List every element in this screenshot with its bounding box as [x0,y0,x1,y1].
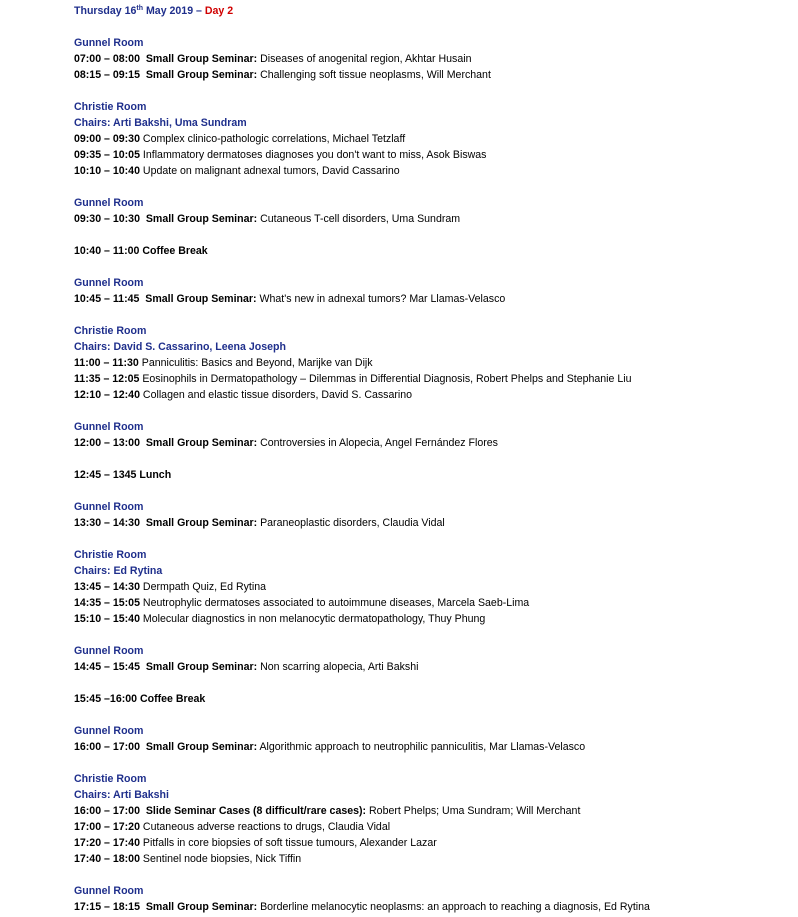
page-title [74,3,794,19]
session-time: 09:35 – 10:05 [74,149,140,161]
spacer [74,675,794,691]
schedule-row [74,387,794,403]
session-title: Dermpath Quiz, Ed Rytina [142,581,266,593]
spacer [74,307,794,323]
schedule-row [74,659,794,675]
break-entry: 15:45 –16:00 Coffee Break [74,693,206,705]
session-title: Cutaneous adverse reactions to drugs, Claudia Vidal [142,821,391,833]
session-chairs: Chairs: Arti Bakshi, Uma Sundram [74,117,247,129]
schedule-block [74,723,794,755]
session-time: 13:30 – 14:30 [74,517,140,529]
session-type: Small Group Seminar: [145,69,258,81]
session-title: Complex clinico-pathologic correlations, Michael Tetzlaff [142,133,406,145]
session-title: Panniculitis: Basics and Beyond, Marijke van Dijk [141,357,373,369]
session-type: Small Group Seminar: [145,517,258,529]
session-title: Molecular diagnostics in non melanocytic dermatopathology, Thuy Phung [142,613,486,625]
spacer [74,755,794,771]
session-type: Slide Seminar Cases (8 difficult/rare cases): [145,805,367,817]
session-title: Robert Phelps; Uma Sundram; Will Merchant [369,805,581,817]
schedule-row [74,515,794,531]
room-name: Christie Room [74,773,147,785]
schedule-block [74,547,794,627]
session-time: 08:15 – 09:15 [74,69,140,81]
schedule-block [74,419,794,451]
schedule-row [74,211,794,227]
session-time: 15:10 – 15:40 [74,613,140,625]
session-title: Borderline melanocytic neoplasms: an approach to reaching a diagnosis, Ed Rytina [260,901,650,913]
session-title: Sentinel node biopsies, Nick Tiffin [142,853,302,865]
schedule-block [74,99,794,179]
schedule-block [74,243,794,259]
session-type: Small Group Seminar: [145,437,258,449]
schedule-row [74,371,794,387]
session-type: Small Group Seminar: [145,53,258,65]
schedule-row [74,611,794,627]
session-title: Algorithmic approach to neutrophilic panniculitis, Mar Llamas-Velasco [259,741,586,753]
day-label: Day 2 [204,5,234,17]
session-time: 17:00 – 17:20 [74,821,140,833]
schedule-block [74,35,794,83]
spacer [74,867,794,883]
session-time: 13:45 – 14:30 [74,581,140,593]
session-type: Small Group Seminar: [145,741,258,753]
session-type: Small Group Seminar: [145,293,257,305]
schedule-block [74,883,794,915]
room-name: Gunnel Room [74,421,144,433]
schedule-block [74,643,794,675]
room-name: Gunnel Room [74,885,144,897]
session-title: Collagen and elastic tissue disorders, David S. Cassarino [142,389,413,401]
session-time: 16:00 – 17:00 [74,805,140,817]
session-chairs: Chairs: Ed Rytina [74,565,163,577]
session-title: Diseases of anogenital region, Akhtar Husain [260,53,472,65]
spacer [74,227,794,243]
room-name: Gunnel Room [74,645,144,657]
room-name: Gunnel Room [74,197,144,209]
spacer [74,531,794,547]
session-title: Paraneoplastic disorders, Claudia Vidal [260,517,445,529]
session-time: 07:00 – 08:00 [74,53,140,65]
schedule-row [74,131,794,147]
title-ordinal: th [136,5,144,12]
break-entry: 10:40 – 11:00 Coffee Break [74,245,208,257]
schedule-row [74,163,794,179]
spacer [74,451,794,467]
schedule-row [74,739,794,755]
schedule-row [74,435,794,451]
room-name: Gunnel Room [74,725,144,737]
session-chairs: Chairs: David S. Cassarino, Leena Joseph [74,341,286,353]
schedule-block [74,275,794,307]
schedule-row [74,51,794,67]
schedule-row [74,899,794,915]
program-document [74,3,794,915]
session-title: Eosinophils in Dermatopathology – Dilemmas in Differential Diagnosis, Robert Phelps and Stephanie Liu [142,373,632,385]
schedule-row [74,291,794,307]
schedule-row [74,147,794,163]
schedule-block [74,467,794,483]
room-name: Christie Room [74,325,147,337]
schedule-block [74,691,794,707]
schedule-block [74,499,794,531]
spacer [74,179,794,195]
session-title: Challenging soft tissue neoplasms, Will Merchant [260,69,491,81]
schedule-row [74,355,794,371]
session-type: Small Group Seminar: [145,661,258,673]
session-time: 09:00 – 09:30 [74,133,140,145]
session-title: Pitfalls in core biopsies of soft tissue tumours, Alexander Lazar [142,837,437,849]
spacer [74,83,794,99]
spacer [74,707,794,723]
schedule-blocks [74,35,794,915]
session-type: Small Group Seminar: [145,213,258,225]
session-time: 12:00 – 13:00 [74,437,140,449]
spacer [74,19,794,35]
session-time: 11:00 – 11:30 [74,357,139,369]
room-name: Christie Room [74,101,147,113]
room-name: Gunnel Room [74,37,144,49]
session-chairs: Chairs: Arti Bakshi [74,789,169,801]
session-title: Inflammatory dermatoses diagnoses you don't want to miss, Asok Biswas [142,149,487,161]
schedule-block [74,323,794,403]
schedule-row [74,803,794,819]
spacer [74,483,794,499]
session-title: Update on malignant adnexal tumors, David Cassarino [142,165,400,177]
room-name: Christie Room [74,549,147,561]
session-time: 14:35 – 15:05 [74,597,140,609]
session-time: 10:10 – 10:40 [74,165,140,177]
session-time: 16:00 – 17:00 [74,741,140,753]
break-entry: 12:45 – 1345 Lunch [74,469,172,481]
title-day: Thursday 16 [74,5,137,17]
schedule-row [74,819,794,835]
room-name: Gunnel Room [74,501,144,513]
spacer [74,627,794,643]
session-title: What's new in adnexal tumors? Mar Llamas-Velasco [259,293,506,305]
schedule-row [74,835,794,851]
spacer [74,259,794,275]
schedule-block [74,195,794,227]
session-time: 12:10 – 12:40 [74,389,140,401]
session-title: Non scarring alopecia, Arti Bakshi [260,661,419,673]
schedule-row [74,851,794,867]
spacer [74,403,794,419]
title-month-year: May 2019 – [143,5,205,17]
session-time: 10:45 – 11:45 [74,293,140,305]
session-time: 14:45 – 15:45 [74,661,140,673]
schedule-row [74,67,794,83]
schedule-block [74,771,794,867]
schedule-row [74,579,794,595]
session-type: Small Group Seminar: [145,901,258,913]
session-time: 09:30 – 10:30 [74,213,140,225]
session-title: Controversies in Alopecia, Angel Fernández Flores [260,437,498,449]
session-time: 11:35 – 12:05 [74,373,140,385]
session-time: 17:15 – 18:15 [74,901,140,913]
schedule-row [74,595,794,611]
session-time: 17:20 – 17:40 [74,837,140,849]
session-title: Neutrophylic dermatoses associated to autoimmune diseases, Marcela Saeb-Lima [142,597,530,609]
session-time: 17:40 – 18:00 [74,853,140,865]
session-title: Cutaneous T-cell disorders, Uma Sundram [260,213,461,225]
room-name: Gunnel Room [74,277,144,289]
